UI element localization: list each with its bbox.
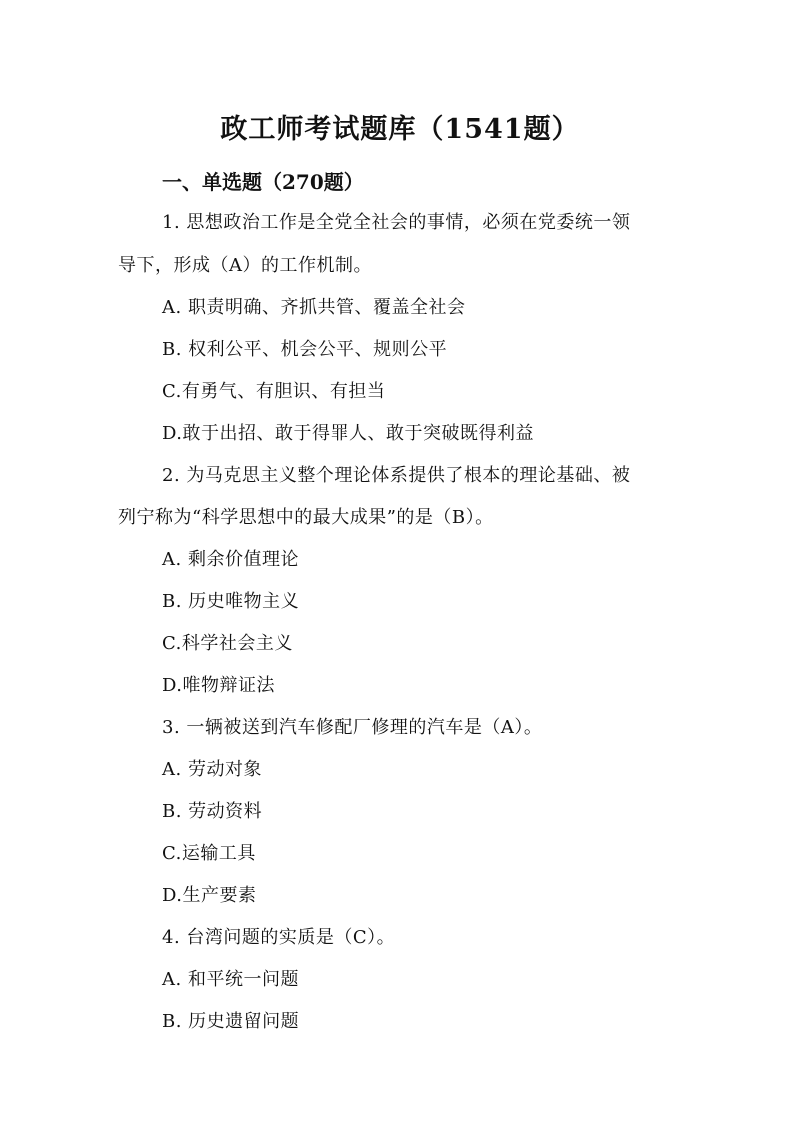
question-2-option-b: B. 历史唯物主义 — [162, 591, 300, 612]
question-1-line-1: 1. 思想政治工作是全党全社会的事情，必须在党委统一领 — [162, 212, 631, 233]
question-1-option-a: A. 职责明确、齐抓共管、覆盖全社会 — [162, 297, 466, 318]
section-heading: 一、单选题（270题） — [162, 170, 364, 194]
question-4-option-b: B. 历史遗留问题 — [162, 1011, 300, 1032]
question-2-option-c: C.科学社会主义 — [162, 633, 293, 654]
question-1-option-d: D.敢于出招、敢于得罪人、敢于突破既得利益 — [162, 423, 535, 444]
question-1-option-b: B. 权利公平、机会公平、规则公平 — [162, 339, 448, 360]
question-2-line-1: 2. 为马克思主义整个理论体系提供了根本的理论基础、被 — [162, 465, 631, 486]
question-3-line-1: 3. 一辆被送到汽车修配厂修理的汽车是（A）。 — [162, 717, 543, 738]
question-2-option-a: A. 剩余价值理论 — [162, 549, 299, 570]
question-2-option-d: D.唯物辩证法 — [162, 675, 276, 696]
document-title: 政工师考试题库（1541题） — [220, 114, 580, 145]
question-3-option-b: B. 劳动资料 — [162, 801, 263, 822]
question-3-option-d: D.生产要素 — [162, 885, 257, 906]
question-1-option-c: C.有勇气、有胆识、有担当 — [162, 381, 386, 402]
question-2-line-2: 列宁称为“科学思想中的最大成果”的是（B）。 — [118, 507, 494, 528]
question-1-line-2: 导下，形成（A）的工作机制。 — [118, 255, 372, 276]
question-4-line-1: 4. 台湾问题的实质是（C）。 — [162, 927, 396, 948]
question-4-option-a: A. 和平统一问题 — [162, 969, 299, 990]
question-3-option-a: A. 劳动对象 — [162, 759, 262, 780]
question-3-option-c: C.运输工具 — [162, 843, 256, 864]
